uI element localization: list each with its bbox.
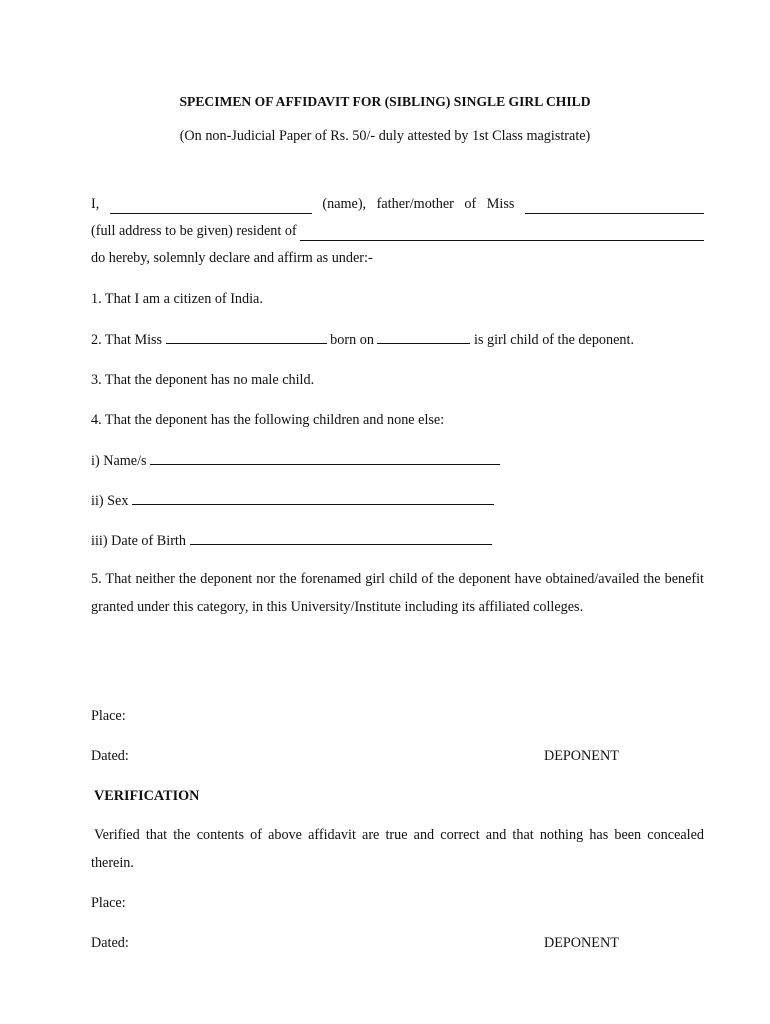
intro-line-2 [91,221,704,241]
point-2-born-on: born on [330,332,374,348]
point-2-girl-child: is girl child of the deponent. [474,332,634,348]
point-2 [91,329,704,350]
point-3: 3. That the deponent has no male child. [91,372,315,388]
point-4: 4. That the deponent has the following children and none else: [91,412,445,428]
names-label: i) Name/s [91,453,147,469]
address-label: (full address to be given) resident of [91,223,297,239]
names-blank[interactable] [150,450,500,465]
children-sex-row [91,490,704,511]
verification-text: Verified that the contents of above affidavit are true and correct and that nothing has been concealed therein. [91,827,704,871]
name-blank[interactable] [110,199,312,214]
of-label: of [464,196,477,212]
birth-date-blank[interactable] [377,329,470,344]
sex-label: ii) Sex [91,493,129,509]
deponent-label-1: DEPONENT [544,748,619,764]
dated-label-1: Dated: [91,748,129,764]
miss-label: Miss [486,196,515,212]
point-5: 5. That neither the deponent nor the forenamed girl child of the deponent have obtained/availed the benefit granted under this category, in this University/Institute including its affiliated colleges. [91,571,704,615]
verification-heading: VERIFICATION [94,788,200,804]
place-label-2: Place: [91,895,126,911]
document-subtitle: (On non-Judicial Paper of Rs. 50/- duly attested by 1st Class magistrate) [179,128,591,144]
children-dob-row [91,530,704,551]
children-names-row [91,450,704,471]
intro-line-1 [91,194,704,214]
address-blank[interactable] [300,226,704,241]
declare-line: do hereby, solemnly declare and affirm as under:- [91,250,373,266]
point-1: 1. That I am a citizen of India. [91,291,263,307]
point-2-miss: 2. That Miss [91,332,163,348]
name-label: (name), [322,196,367,212]
dob-label: iii) Date of Birth [91,533,186,549]
place-label-1: Place: [91,708,126,724]
i-label: I, [91,196,100,212]
girl-name-blank[interactable] [166,329,327,344]
document-title: SPECIMEN OF AFFIDAVIT FOR (SIBLING) SINGLE GIRL CHILD [179,94,591,109]
sex-blank[interactable] [132,490,494,505]
deponent-label-2: DEPONENT [544,935,619,951]
dob-blank[interactable] [190,530,492,545]
daughter-name-blank[interactable] [525,199,704,214]
father-mother-label: father/mother [376,196,454,212]
dated-label-2: Dated: [91,935,129,951]
